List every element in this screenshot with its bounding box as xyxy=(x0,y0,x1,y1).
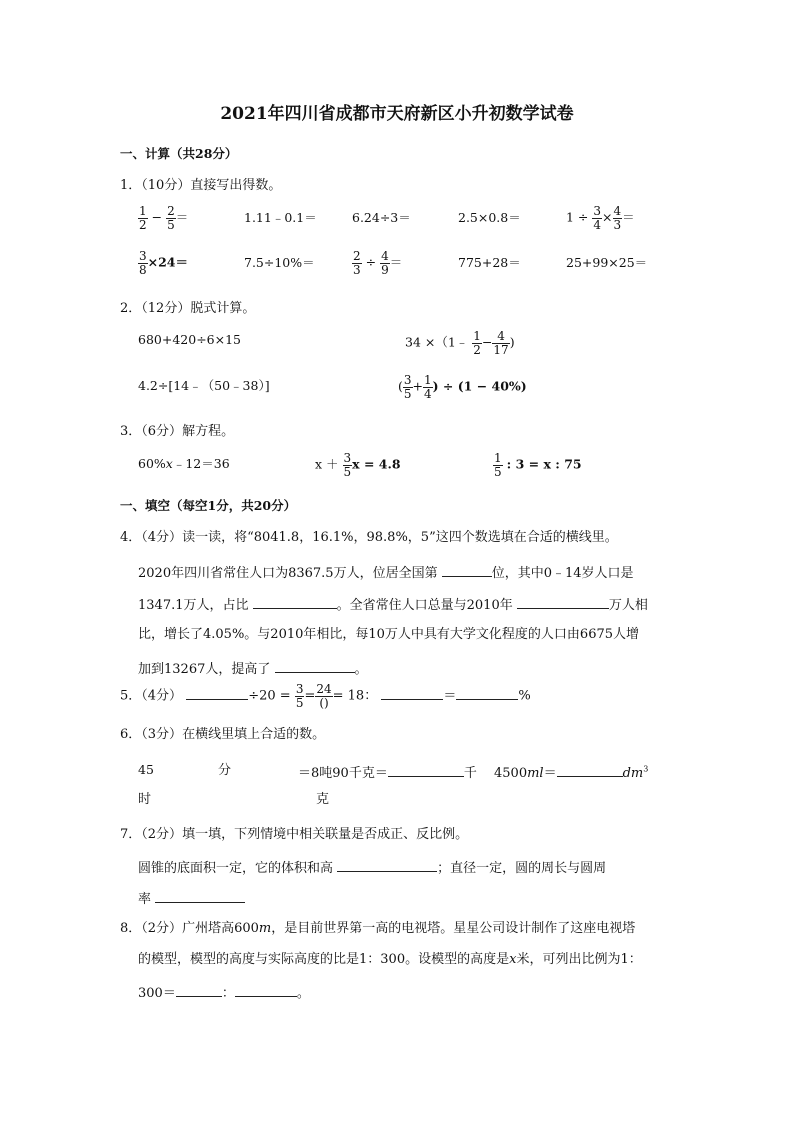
equals: ＝ xyxy=(443,688,457,704)
page-title: 2021年四川省成都市天府新区小升初数学试卷 xyxy=(220,104,574,124)
operand: = 18： xyxy=(332,688,378,704)
frac-den: 3 xyxy=(353,263,361,277)
operator: − xyxy=(481,334,493,350)
text: 300＝ xyxy=(138,986,176,1001)
frac-num: 24 xyxy=(316,682,332,696)
frac-num: 1 xyxy=(139,204,147,218)
operand: ×24＝ xyxy=(147,254,189,270)
frac-num: 1 xyxy=(473,329,481,343)
text: ，是目前世界第一高的电视塔。星星公司设计制作了这座电视塔 xyxy=(271,921,636,936)
question-score: （4分） xyxy=(141,530,183,545)
q4-line-4 xyxy=(138,660,368,676)
superscript: 3 xyxy=(643,764,649,774)
operand: ) xyxy=(509,334,515,350)
question-text: 脱式计算。 xyxy=(190,301,256,316)
expr-1j: 25+99×25＝ xyxy=(566,255,648,270)
question-text: 读一读，将“8041.8，16.1%，98.8%，5”这四个数选填在合适的横线里。 xyxy=(182,530,618,545)
text: 的模型，模型的高度与实际高度的比是1：300。设模型的高度是 xyxy=(138,952,510,967)
percent-sign: % xyxy=(518,688,531,704)
frac-num: 1 xyxy=(494,451,502,465)
operand: 1 ÷ xyxy=(566,209,589,225)
question-7 xyxy=(120,828,468,841)
question-text: 在横线里填上合适的数。 xyxy=(182,727,326,742)
question-text: 直接写出得数。 xyxy=(190,178,282,193)
equation-3c xyxy=(493,452,582,478)
answer-blank[interactable] xyxy=(381,687,443,700)
paren: ( xyxy=(398,378,403,394)
frac-den: 4 xyxy=(593,218,602,232)
equals: = xyxy=(304,688,316,704)
operand: 4500 xyxy=(494,766,528,781)
operand: : 3 = x : 75 xyxy=(506,456,582,472)
q4-line-2 xyxy=(138,596,648,612)
expr-1f xyxy=(138,250,188,276)
equation-3a xyxy=(138,458,230,471)
frac-num: 2 xyxy=(167,204,175,218)
frac-den: 5 xyxy=(167,218,175,232)
answer-blank[interactable] xyxy=(337,859,437,872)
q7-line-2 xyxy=(138,890,245,906)
section-heading-calc: 一、计算（共28分） xyxy=(120,146,238,161)
question-1 xyxy=(120,179,281,192)
question-score: （4分） xyxy=(141,688,183,704)
text: 。全省常住人口总量与2010年 xyxy=(336,598,513,613)
variable: x xyxy=(509,952,517,967)
q6-item-a2: 分 xyxy=(218,763,232,778)
question-text: 填一填，下列情境中相关联量是否成正、反比例。 xyxy=(182,827,469,842)
operator: × xyxy=(602,209,613,225)
equals: ＝ xyxy=(622,209,635,225)
text: 广州塔高600 xyxy=(182,921,259,936)
equation-3b xyxy=(315,452,401,478)
answer-blank[interactable] xyxy=(155,890,245,903)
text: 。 xyxy=(354,662,368,677)
unit: m xyxy=(258,921,272,936)
q8-line-3 xyxy=(138,984,310,1000)
operator: + xyxy=(412,378,424,394)
operator: − xyxy=(151,209,163,225)
question-number: 6． xyxy=(120,727,142,742)
q6-item-a1: 45 xyxy=(138,762,154,777)
answer-blank[interactable] xyxy=(186,687,248,700)
equals: ＝ xyxy=(543,766,557,781)
operand: 34 ×（1﹣ xyxy=(405,334,469,350)
operand: ÷20 = xyxy=(248,688,291,704)
question-score: （12分） xyxy=(141,301,191,316)
expr-1g: 7.5÷10%＝ xyxy=(244,255,315,270)
frac-num: 3 xyxy=(593,204,602,218)
question-score: （3分） xyxy=(141,727,183,742)
equals: ＝ xyxy=(389,254,403,270)
q6-item-b3: 克 xyxy=(316,792,330,807)
question-2 xyxy=(120,302,255,315)
frac-num: 3 xyxy=(343,451,352,465)
text: 万人相 xyxy=(608,598,648,613)
question-score: （2分） xyxy=(141,921,183,936)
equals: ＝ xyxy=(175,209,189,225)
operand: ) ÷ (1 − 40%) xyxy=(432,378,527,394)
question-number: 8． xyxy=(120,921,142,936)
text: 圆锥的底面积一定，它的体积和高 xyxy=(138,861,334,876)
question-number: 7． xyxy=(120,827,142,842)
frac-num: 3 xyxy=(295,682,304,696)
expr-1e xyxy=(566,205,635,231)
text: ；直径一定，圆的周长与圆周 xyxy=(437,861,607,876)
q6-item-b xyxy=(298,764,477,780)
answer-blank[interactable] xyxy=(456,687,518,700)
answer-blank[interactable] xyxy=(442,564,492,577)
expr-1d: 2.5×0.8＝ xyxy=(458,210,521,225)
question-score: （2分） xyxy=(141,827,183,842)
expr-2a: 680+420÷6×15 xyxy=(138,332,241,347)
question-number: 5． xyxy=(120,688,142,704)
answer-blank[interactable] xyxy=(253,596,337,609)
frac-num: 3 xyxy=(139,249,147,263)
operand: ﹣12＝36 xyxy=(172,456,230,471)
frac-den: 5 xyxy=(343,465,352,479)
q6-item-a3: 时 xyxy=(138,792,152,807)
frac-den: 5 xyxy=(403,387,412,401)
frac-num: 4 xyxy=(497,329,505,343)
expr-1c: 6.24÷3＝ xyxy=(352,210,411,225)
q7-line-1 xyxy=(138,859,606,875)
text: ： xyxy=(221,986,235,1001)
operand: x ＋ xyxy=(315,456,339,472)
answer-blank[interactable] xyxy=(517,596,609,609)
text: 加到13267人，提高了 xyxy=(138,662,271,677)
question-number: 4． xyxy=(120,530,142,545)
question-text: 解方程。 xyxy=(182,424,235,439)
operand: x = 4.8 xyxy=(352,456,401,472)
frac-den: 2 xyxy=(473,343,481,357)
q6-item-c xyxy=(494,764,648,780)
expr-1i: 775+28＝ xyxy=(458,255,521,270)
frac-den: 5 xyxy=(295,696,304,710)
answer-blank[interactable] xyxy=(176,984,222,997)
frac-num: 2 xyxy=(353,249,361,263)
frac-den: () xyxy=(315,696,332,709)
unit: dm xyxy=(622,766,644,781)
operand: 60% xyxy=(138,456,166,471)
text: 。 xyxy=(296,986,310,1001)
answer-blank[interactable] xyxy=(275,660,355,673)
question-number: 3． xyxy=(120,424,142,439)
operator: ÷ xyxy=(365,254,377,270)
expr-1a xyxy=(138,205,188,231)
text: 米，可列出比例为1： xyxy=(516,952,642,967)
q8-line-2 xyxy=(138,953,642,966)
expr-2c: 4.2÷[14﹣（50﹣38）] xyxy=(138,378,270,393)
text: 千 xyxy=(463,766,477,781)
text: 位，其中0﹣14岁人口是 xyxy=(491,566,634,581)
text: 率 xyxy=(138,892,152,907)
answer-blank[interactable] xyxy=(235,984,297,997)
question-number: 1． xyxy=(120,178,142,193)
frac-den: 4 xyxy=(424,387,432,401)
q4-line-3: 比，增长了4.05%。与2010年相比，每10万人中具有大学文化程度的人口由6675人增 xyxy=(138,627,640,642)
frac-den: 9 xyxy=(381,263,389,277)
frac-num: 1 xyxy=(424,373,432,387)
expr-1b: 1.11﹣0.1＝ xyxy=(244,210,317,225)
frac-den: 3 xyxy=(613,218,622,232)
section-heading-fill: 一、填空（每空1分，共20分） xyxy=(120,498,297,513)
unit: ml xyxy=(527,766,544,781)
expr-2b xyxy=(405,330,515,356)
text: ＝8吨90千克＝ xyxy=(298,766,388,781)
q4-line-1 xyxy=(138,564,634,580)
answer-blank[interactable] xyxy=(557,764,623,777)
question-number: 2． xyxy=(120,301,142,316)
question-6 xyxy=(120,728,325,741)
frac-den: 17 xyxy=(493,343,509,357)
question-4 xyxy=(120,531,618,544)
answer-blank[interactable] xyxy=(388,764,464,777)
question-score: （6分） xyxy=(141,424,183,439)
question-8 xyxy=(120,922,635,935)
frac-num: 4 xyxy=(381,249,389,263)
frac-num: 4 xyxy=(613,204,622,218)
text: 2020年四川省常住人口为8367.5万人，位居全国第 xyxy=(138,566,438,581)
frac-den: 2 xyxy=(139,218,147,232)
variable: x xyxy=(165,456,173,471)
question-score: （10分） xyxy=(141,178,191,193)
frac-num: 3 xyxy=(403,373,412,387)
frac-den: 8 xyxy=(139,263,147,277)
expr-1h xyxy=(352,250,402,276)
frac-den: 5 xyxy=(494,465,502,479)
expr-2d xyxy=(398,374,527,400)
question-5 xyxy=(120,683,531,709)
text: 1347.1万人，占比 xyxy=(138,598,249,613)
question-3 xyxy=(120,425,234,438)
